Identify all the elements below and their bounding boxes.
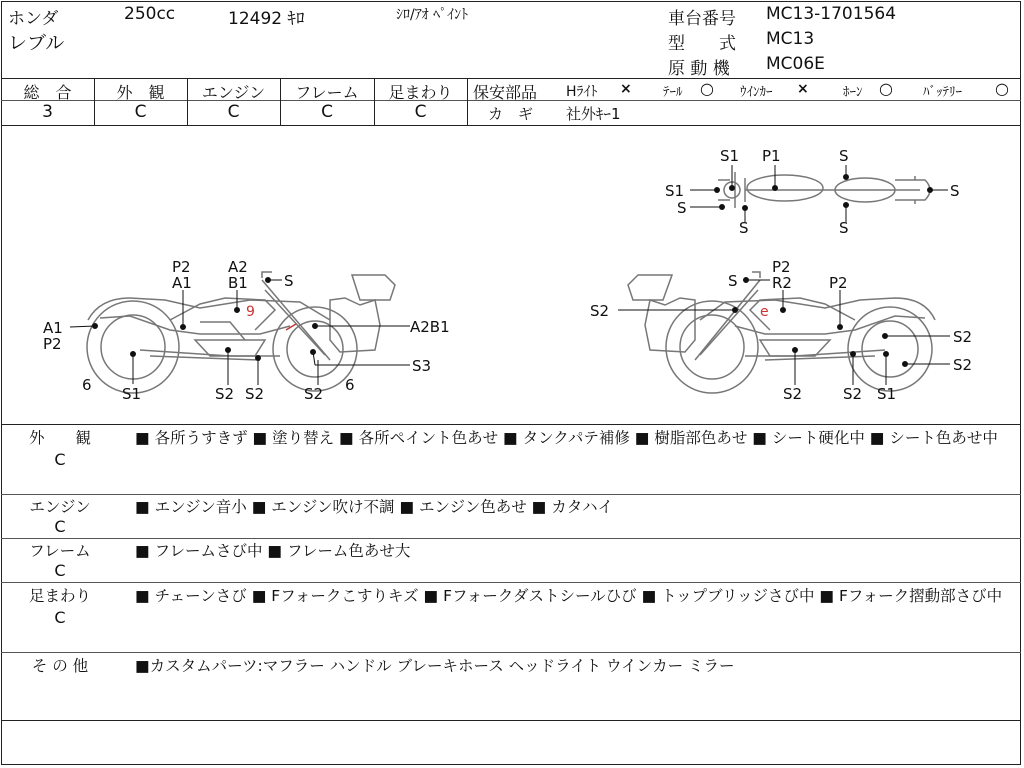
grade-engine-label: エンジン bbox=[201, 83, 266, 102]
right-label-s2b: S2 bbox=[953, 328, 973, 346]
left-label-s1: S1 bbox=[122, 385, 142, 403]
left-label-a2: A2 bbox=[228, 258, 248, 276]
left-label-s2c: S2 bbox=[304, 385, 324, 403]
top-label-se: S bbox=[950, 182, 960, 200]
top-label-s1b: S1 bbox=[665, 182, 685, 200]
left-label-6a: 6 bbox=[82, 376, 92, 394]
left-label-p2b: P2 bbox=[43, 335, 62, 353]
displacement: 250cc bbox=[124, 4, 176, 24]
comment-text-exterior: ■ 各所うすきず ■ 塗り替え ■ 各所ペイント色あせ ■ タンクパテ補修 ■ 樹脂部色あせ ■ シート硬化中 ■ シート色あせ中 bbox=[135, 429, 998, 447]
battery-label: ﾊﾞｯﾃﾘｰ bbox=[923, 85, 962, 100]
grade-suspension-value: C bbox=[414, 102, 427, 122]
right-label-s: S bbox=[728, 272, 738, 290]
col-div bbox=[467, 78, 468, 125]
comment-div bbox=[1, 652, 1021, 653]
right-label-p2b: P2 bbox=[829, 274, 848, 292]
tail-label: ﾃｰﾙ bbox=[663, 85, 683, 100]
comment-label-exterior: 外 観 bbox=[28, 429, 91, 447]
comment-grade-engine: C bbox=[54, 517, 66, 536]
engine-label: 原 動 機 bbox=[668, 59, 730, 79]
comment-text-other: ■カスタムパーツ:マフラー ハンドル ブレーキホース ヘッドライト ウインカー ミラー bbox=[135, 657, 735, 675]
horn-label: ﾎｰﾝ bbox=[843, 85, 863, 100]
horn-mark: ○ bbox=[879, 79, 893, 98]
right-label-p2: P2 bbox=[772, 258, 791, 276]
left-label-a1: A1 bbox=[172, 274, 192, 292]
comment-grade-frame: C bbox=[54, 561, 66, 580]
left-label-6b: 6 bbox=[345, 376, 355, 394]
key-value: 社外ｷｰ1 bbox=[566, 105, 621, 123]
comment-text-frame: ■ フレームさび中 ■ フレーム色あせ大 bbox=[135, 542, 411, 560]
comment-grade-suspension: C bbox=[54, 608, 66, 627]
comment-label-other: そ の 他 bbox=[31, 657, 89, 675]
comment-text-suspension: ■ チェーンさび ■ Fフォークこすりキズ ■ Fフォークダストシールひび ■ トップブリッジさび中 ■ Fフォーク摺動部さび中 bbox=[135, 587, 1003, 605]
svg-text:9: 9 bbox=[246, 304, 255, 320]
mileage: 12492 ｷﾛ bbox=[228, 9, 305, 29]
left-label-s3: S3 bbox=[412, 357, 432, 375]
left-label-s: S bbox=[284, 272, 294, 290]
right-label-s2e: S2 bbox=[843, 385, 863, 403]
winker-label: ｳｲﾝｶｰ bbox=[740, 85, 773, 100]
winker-mark: × bbox=[797, 81, 809, 97]
top-bike-outline bbox=[718, 172, 930, 208]
comment-div bbox=[1, 494, 1021, 495]
frame-no-label: 車台番号 bbox=[668, 9, 736, 29]
safety-mid bbox=[468, 100, 1021, 101]
key-label: カ ギ bbox=[488, 105, 534, 123]
headlight-label: Hﾗｲﾄ bbox=[566, 84, 598, 100]
frame-no: MC13-1701564 bbox=[766, 4, 897, 24]
right-label-s2c: S2 bbox=[953, 356, 973, 374]
top-label-s: S bbox=[839, 147, 849, 165]
svg-text:e: e bbox=[760, 304, 769, 320]
right-label-s2d: S2 bbox=[783, 385, 803, 403]
diagram-bottom bbox=[1, 424, 1021, 425]
type-label: 型 式 bbox=[668, 34, 736, 54]
engine-value: MC06E bbox=[766, 54, 825, 74]
left-label-b1: B1 bbox=[228, 274, 248, 292]
model: レブル bbox=[8, 32, 65, 54]
top-label-sb: S bbox=[677, 199, 687, 217]
grade-engine-value: C bbox=[227, 102, 240, 122]
comment-div bbox=[1, 538, 1021, 539]
left-label-s2a: S2 bbox=[215, 385, 235, 403]
comment-grade-exterior: C bbox=[54, 450, 66, 469]
grade-suspension-label: 足まわり bbox=[388, 83, 453, 102]
left-label-a1b: A1 bbox=[43, 319, 63, 337]
left-label-s2b: S2 bbox=[245, 385, 265, 403]
comment-text-engine: ■ エンジン音小 ■ エンジン吹け不調 ■ エンジン色あせ ■ カタハイ bbox=[135, 498, 614, 516]
grade-frame-label: フレーム bbox=[295, 83, 359, 102]
grade-table-top bbox=[1, 78, 1021, 79]
color: ｼﾛ/ｱｵ ﾍﾟｲﾝﾄ bbox=[396, 7, 469, 23]
right-label-s2a: S2 bbox=[590, 302, 610, 320]
top-label-s1: S1 bbox=[720, 147, 740, 165]
comment-label-suspension: 足まわり bbox=[28, 587, 91, 605]
grade-overall-label: 総 合 bbox=[23, 83, 72, 102]
battery-mark: ○ bbox=[995, 79, 1009, 98]
grade-exterior-label: 外 観 bbox=[116, 83, 165, 102]
comment-label-frame: フレーム bbox=[29, 542, 91, 560]
tail-mark: ○ bbox=[700, 79, 714, 98]
comment-label-engine: エンジン bbox=[29, 498, 91, 516]
comment-div bbox=[1, 582, 1021, 583]
grade-exterior-value: C bbox=[134, 102, 147, 122]
grade-frame-value: C bbox=[321, 102, 333, 122]
top-label-p1: P1 bbox=[762, 147, 781, 165]
left-label-a2b1: A2B1 bbox=[410, 318, 450, 336]
safety-label: 保安部品 bbox=[473, 83, 538, 102]
damage-diagram bbox=[0, 126, 1024, 424]
grade-overall-value: 3 bbox=[42, 102, 53, 122]
left-label-p2: P2 bbox=[172, 258, 191, 276]
top-label-sc: S bbox=[739, 219, 749, 237]
headlight-mark: × bbox=[620, 81, 632, 97]
type-value: MC13 bbox=[766, 29, 815, 49]
comment-bottom bbox=[1, 720, 1021, 721]
top-label-sd: S bbox=[839, 219, 849, 237]
right-label-r2: R2 bbox=[772, 274, 792, 292]
right-label-s1: S1 bbox=[877, 385, 897, 403]
maker: ホンダ bbox=[8, 9, 59, 29]
